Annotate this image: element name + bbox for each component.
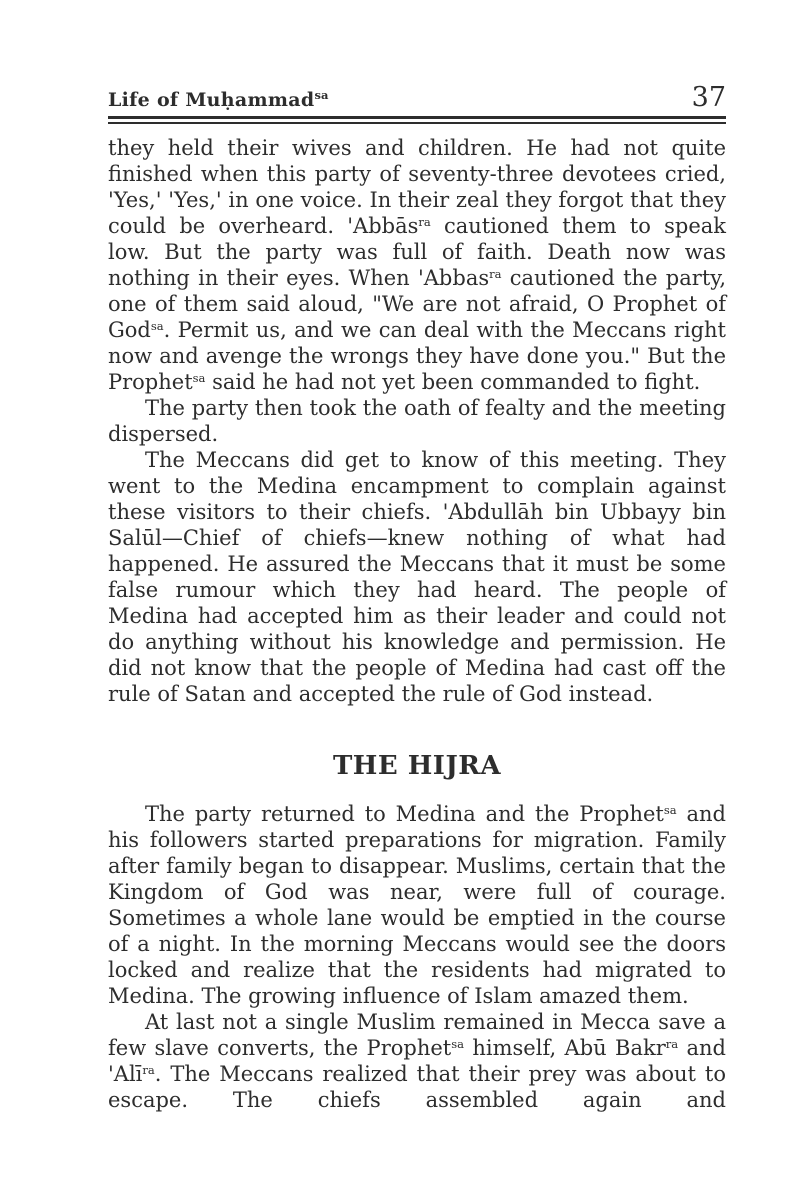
paragraph xyxy=(108,395,726,447)
text-run: . Permit us, and we can deal with the Meccans right now and avenge the wrongs they have done you." But the Prophet xyxy=(108,318,726,394)
text-run: they held their wives and children. He had not quite finished when this party of seventy-three devotees cried, 'Yes,' 'Yes,' in one voice. In their zeal they forgot that they could be overheard. 'Abbās xyxy=(108,136,726,238)
page-content xyxy=(108,82,726,1113)
superscript-abbrev: sa xyxy=(663,803,677,817)
superscript-abbrev: sa xyxy=(314,88,329,102)
text-run: said he had not yet been commanded to fight. xyxy=(205,370,701,394)
superscript-abbrev: ra xyxy=(665,1037,679,1051)
page-body xyxy=(108,135,726,1113)
paragraph xyxy=(108,801,726,1009)
text-run: The party returned to Medina and the Prophet xyxy=(145,802,664,826)
superscript-abbrev: ra xyxy=(489,267,502,281)
page-number: 37 xyxy=(691,82,726,113)
section-heading: THE HIJRA xyxy=(332,751,502,781)
text-run: and his followers started preparations for migration. Family after family began to disappear. Muslims, certain that the Kingdom of God was near, were full of courage. Sometimes a whole lane would be emptied in the course of a night. In the morning Meccans would see the doors locked and realize that the residents had migrated to Medina. The growing influence of Islam amazed them. xyxy=(108,802,726,1008)
running-header xyxy=(108,82,726,113)
text-run: . The Meccans realized that their prey was about to escape. The chiefs assembled again and xyxy=(108,1062,726,1112)
superscript-abbrev: sa xyxy=(192,371,206,385)
text-run: At last not a single Muslim remained in Mecca save a few slave converts, the Prophet xyxy=(108,1010,726,1060)
superscript-abbrev: sa xyxy=(150,319,164,333)
text-run: cautioned them to speak low. But the party was full of faith. Death now was nothing in their eyes. When 'Abbas xyxy=(108,214,726,290)
superscript-abbrev: sa xyxy=(451,1037,464,1051)
superscript-abbrev: ra xyxy=(418,215,431,229)
paragraph xyxy=(108,447,726,707)
superscript-abbrev: ra xyxy=(142,1063,155,1077)
header-rule xyxy=(108,116,726,124)
paragraph xyxy=(108,1009,726,1113)
header-title xyxy=(108,89,328,111)
paragraph xyxy=(108,135,726,395)
text-run: himself, Abū Bakr xyxy=(463,1036,666,1060)
text-run: cautioned the party, one of them said aloud, "We are not afraid, O Prophet of God xyxy=(108,266,727,342)
text-run: and 'Alī xyxy=(108,1036,726,1086)
text-run: The party then took the oath of fealty and the meeting dispersed. xyxy=(108,396,726,446)
text-run: The Meccans did get to know of this meeting. They went to the Medina encampment to complain against these visitors to their chiefs. 'Abdullāh bin Ubbayy bin Salūl—Chief of chiefs—knew nothing of what had happened. He assured the Meccans that it must be some false rumour which they had heard. The people of Medina had accepted him as their leader and could not do anything without his knowledge and permission. He did not know that the people of Medina had cast off the rule of Satan and accepted the rule of God instead. xyxy=(108,448,726,706)
text-run: Life of Muḥammad xyxy=(108,89,315,111)
